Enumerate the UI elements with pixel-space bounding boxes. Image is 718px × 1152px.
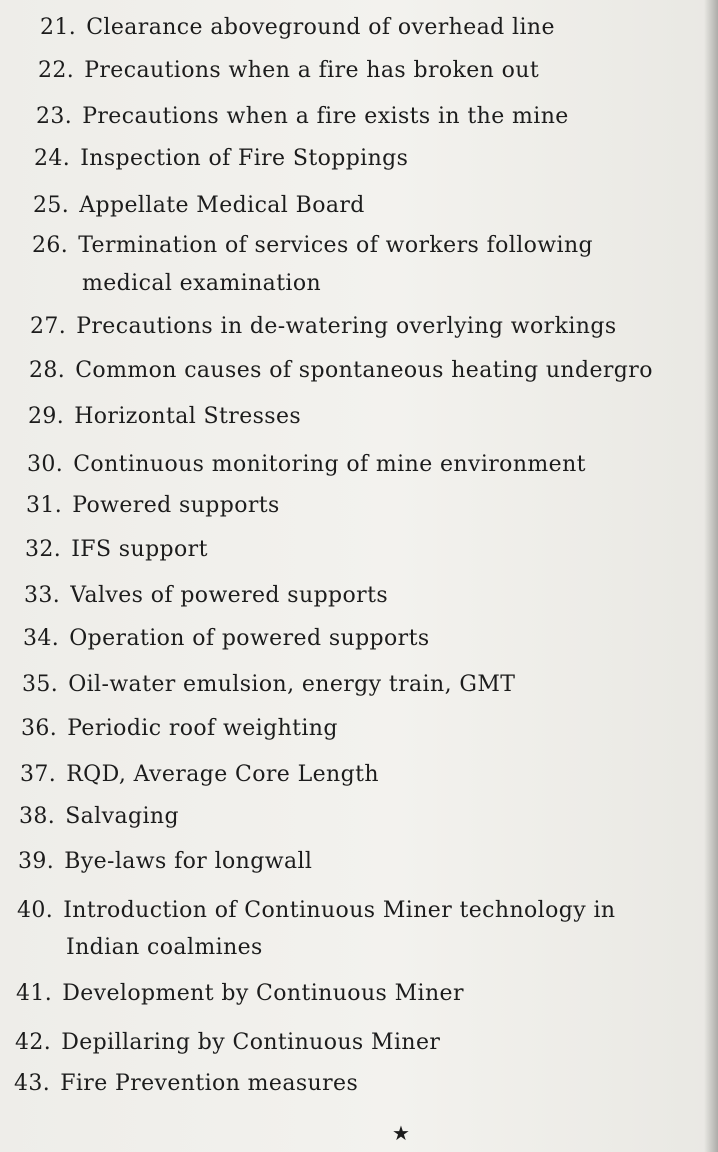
- toc-entry: [22, 672, 515, 698]
- toc-entry-title-cont: Indian coalmines: [66, 935, 263, 960]
- toc-entry-number: 21.: [40, 15, 77, 40]
- toc-entry-title: Valves of powered supports: [70, 583, 389, 608]
- toc-entry: [19, 804, 179, 830]
- toc-entry-title: Periodic roof weighting: [67, 716, 338, 741]
- toc-entry-number: 24.: [34, 146, 71, 171]
- toc-entry-number: 29.: [28, 404, 65, 429]
- toc-entry-number: 36.: [21, 716, 58, 741]
- toc-entry-title-cont: medical examination: [82, 271, 322, 296]
- toc-entry: [23, 626, 430, 652]
- toc-entry-number: 34.: [23, 626, 60, 651]
- toc-entry-number: 37.: [20, 762, 57, 787]
- toc-entry-continuation: [66, 935, 263, 961]
- toc-entry-number: 39.: [18, 849, 55, 874]
- toc-entry: [24, 583, 388, 609]
- toc-entry-number: 25.: [33, 193, 70, 218]
- toc-entry-title: Precautions when a fire has broken out: [84, 58, 540, 83]
- toc-entry-title: Termination of services of workers following: [78, 233, 594, 258]
- toc-entry-title: Salvaging: [65, 804, 179, 829]
- toc-entry-title: Precautions in de-watering overlying workings: [76, 314, 617, 339]
- toc-entry-title: Inspection of Fire Stoppings: [80, 146, 409, 171]
- toc-entry-title: IFS support: [71, 537, 208, 562]
- toc-entry: [16, 981, 464, 1007]
- toc-entry-number: 42.: [15, 1030, 52, 1055]
- toc-entry-title: RQD, Average Core Length: [66, 762, 379, 787]
- toc-entry: [40, 15, 555, 41]
- toc-entry-number: 28.: [29, 358, 66, 383]
- toc-entry: [30, 314, 617, 340]
- toc-entry: [29, 358, 653, 384]
- toc-entry-number: 41.: [16, 981, 53, 1006]
- toc-entry-title: Precautions when a fire exists in the mine: [82, 104, 569, 129]
- toc-entry: [25, 537, 208, 563]
- toc-entry: [34, 146, 408, 172]
- toc-entry-number: 23.: [36, 104, 73, 129]
- page-edge-shadow: [704, 0, 718, 1152]
- toc-entry: [15, 1030, 440, 1056]
- toc-entry: [32, 233, 593, 259]
- toc-entry-number: 43.: [14, 1071, 51, 1096]
- toc-entry: [21, 716, 338, 742]
- toc-entry: [26, 493, 280, 519]
- toc-entry-title: Operation of powered supports: [69, 626, 430, 651]
- toc-entry-number: 38.: [19, 804, 56, 829]
- toc-entry: [33, 193, 365, 219]
- toc-entry-continuation: [82, 271, 321, 297]
- toc-entry-number: 30.: [27, 452, 64, 477]
- toc-entry: [36, 104, 569, 130]
- toc-entry: [17, 898, 615, 924]
- toc-entry: [28, 404, 301, 430]
- toc-entry-title: Clearance aboveground of overhead line: [86, 15, 555, 40]
- toc-entry-title: Bye-laws for longwall: [64, 849, 313, 874]
- toc-entry-number: 32.: [25, 537, 62, 562]
- toc-entry-number: 40.: [17, 898, 54, 923]
- toc-entry-title: Powered supports: [72, 493, 280, 518]
- toc-entry-title: Depillaring by Continuous Miner: [61, 1030, 441, 1055]
- star-ornament: ★: [392, 1121, 410, 1145]
- toc-entry-title: Introduction of Continuous Miner technology in: [63, 898, 616, 923]
- toc-entry-number: 26.: [32, 233, 69, 258]
- toc-entry-title: Common causes of spontaneous heating undergro: [75, 358, 653, 383]
- toc-entry: [27, 452, 586, 478]
- toc-entry-number: 33.: [24, 583, 61, 608]
- toc-entry-number: 35.: [22, 672, 59, 697]
- toc-entry-title: Fire Prevention measures: [60, 1071, 359, 1096]
- toc-entry-number: 22.: [38, 58, 75, 83]
- toc-entry-title: Continuous monitoring of mine environment: [73, 452, 586, 477]
- toc-entry-title: Development by Continuous Miner: [62, 981, 464, 1006]
- toc-entry: [20, 762, 379, 788]
- toc-entry-number: 27.: [30, 314, 67, 339]
- toc-entry: [38, 58, 539, 84]
- toc-entry-title: Appellate Medical Board: [79, 193, 365, 218]
- toc-entry: [14, 1071, 358, 1097]
- toc-entry-title: Horizontal Stresses: [74, 404, 302, 429]
- toc-entry-number: 31.: [26, 493, 63, 518]
- toc-entry-title: Oil-water emulsion, energy train, GMT: [68, 672, 516, 697]
- toc-entry: [18, 849, 312, 875]
